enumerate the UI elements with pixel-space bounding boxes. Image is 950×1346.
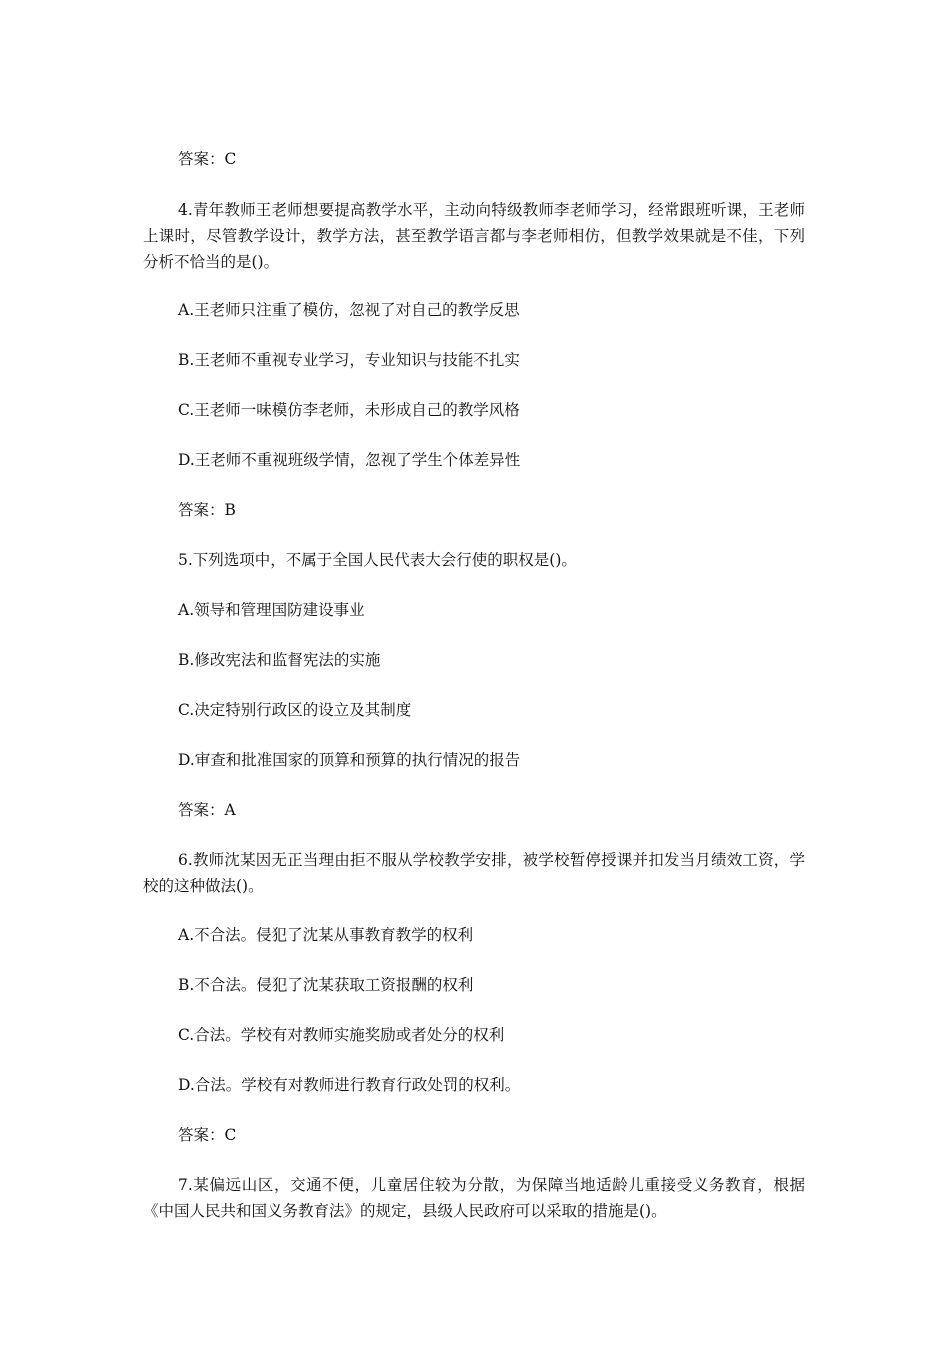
question-4: 4.青年教师王老师想要提高教学水平，主动向特级教师李老师学习，经常跟班听课，王老师上课时，尽管教学设计，教学方法，甚至教学语言都与李老师相仿，但教学效果就是不佳，下列分析不恰当的是()。 xyxy=(143,201,805,271)
q6-option-b: B.不合法。侵犯了沈某获取工资报酬的权利 xyxy=(178,976,474,994)
q5-option-a: A.领导和管理国防建设事业 xyxy=(178,601,365,619)
q5-option-d: D.审查和批准国家的顶算和预算的执行情况的报告 xyxy=(178,751,521,769)
q4-option-c: C.王老师一味模仿李老师，未形成自己的教学风格 xyxy=(178,401,520,419)
answer-6: 答案：C xyxy=(178,1126,237,1144)
q6-option-c: C.合法。学校有对教师实施奖励或者处分的权利 xyxy=(178,1026,505,1044)
q6-option-a: A.不合法。侵犯了沈某从事教育教学的权利 xyxy=(178,926,474,944)
q5-option-c: C.决定特别行政区的设立及其制度 xyxy=(178,701,412,719)
q4-option-d: D.王老师不重视班级学情，忽视了学生个体差异性 xyxy=(178,451,521,469)
answer-5: 答案：A xyxy=(178,801,236,819)
q5-option-b: B.修改宪法和监督宪法的实施 xyxy=(178,651,381,669)
answer-4: 答案：B xyxy=(178,501,236,519)
question-5: 5.下列选项中，不属于全国人民代表大会行使的职权是()。 xyxy=(178,551,577,569)
question-7: 7.某偏远山区，交通不便，儿童居住较为分散，为保障当地适龄儿重接受义务教育，根据《中国人民共和国义务教育法》的规定，县级人民政府可以采取的措施是()。 xyxy=(143,1176,805,1220)
question-6: 6.教师沈某因无正当理由拒不服从学校教学安排，被学校暂停授课并扣发当月绩效工资，学校的这种做法()。 xyxy=(143,851,805,895)
answer-3: 答案：C xyxy=(178,150,237,168)
q4-option-b: B.王老师不重视专业学习，专业知识与技能不扎实 xyxy=(178,351,520,369)
q6-option-d: D.合法。学校有对教师进行教育行政处罚的权利。 xyxy=(178,1076,521,1094)
q4-option-a: A.王老师只注重了模仿，忽视了对自己的教学反思 xyxy=(178,301,520,319)
